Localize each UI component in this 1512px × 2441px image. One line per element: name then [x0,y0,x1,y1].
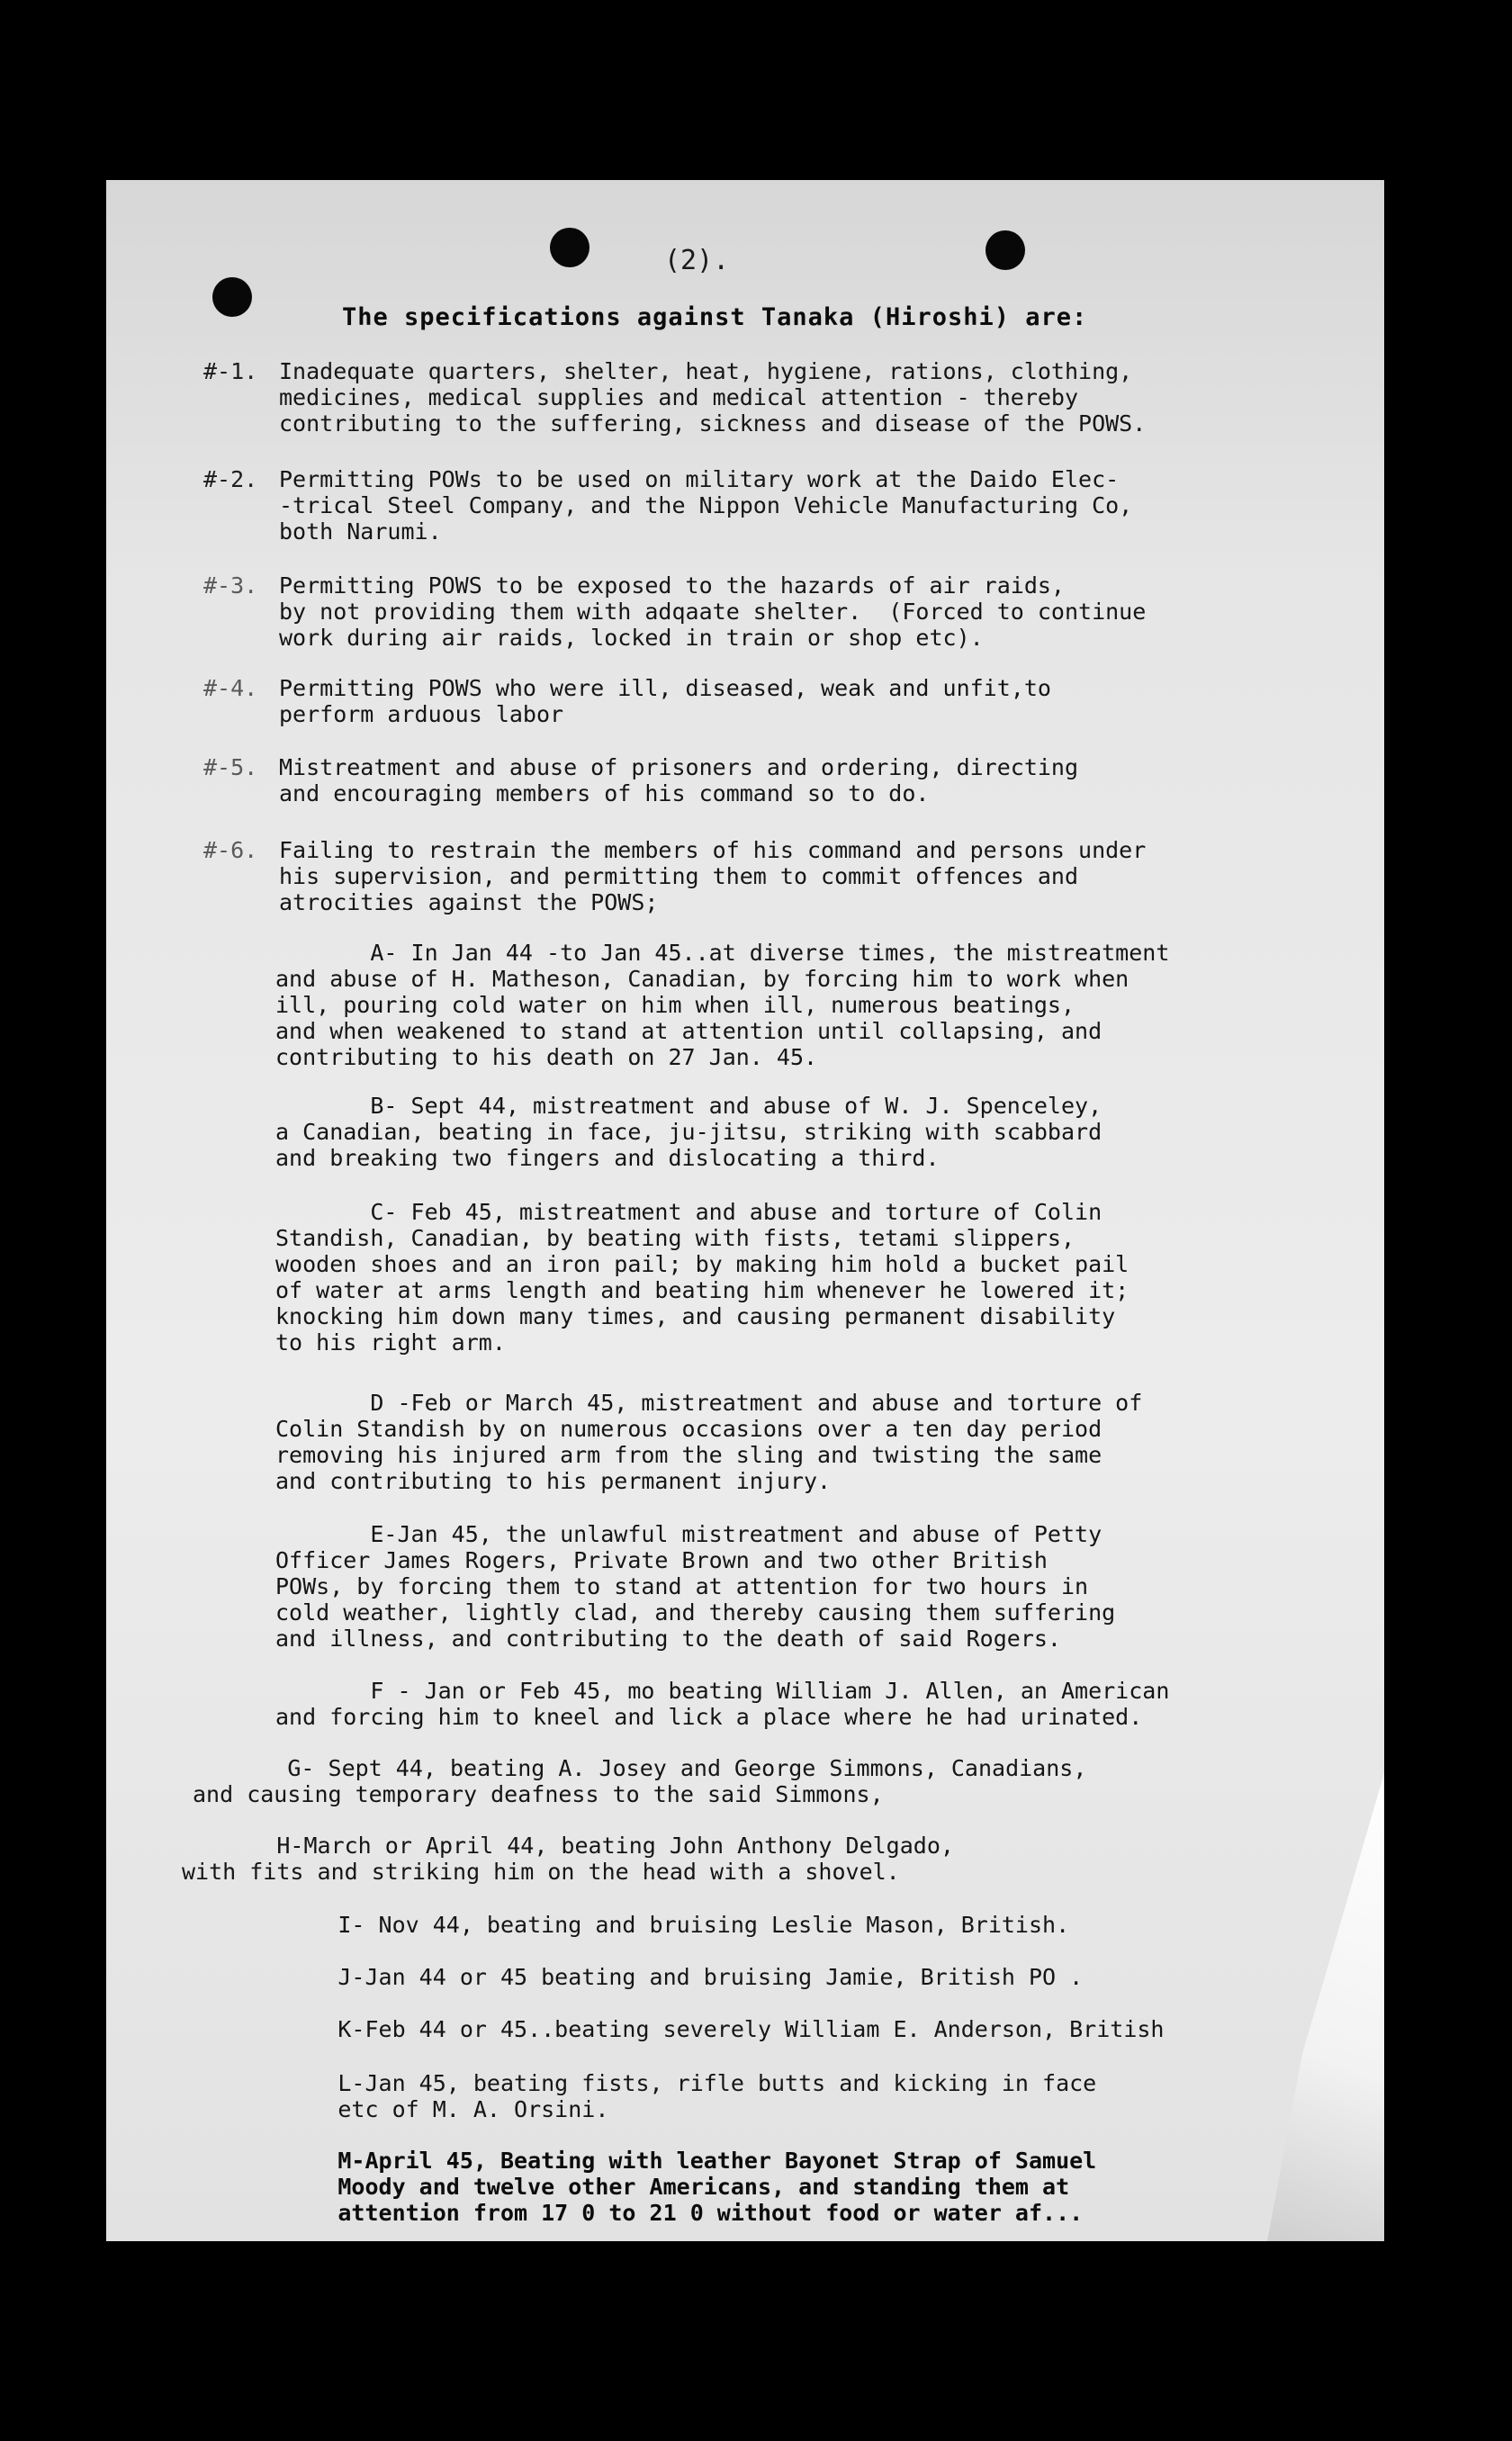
punch-hole [550,228,590,267]
sub-item-j: J-Jan 44 or 45 beating and bruising Jamie, British PO . [243,1964,1084,1990]
page-number: (2). [664,245,730,276]
sub-item-e: E-Jan 45, the unlawful mistreatment and abuse of Petty Officer James Rogers, Private Brown and two other British POWs, by forcing them to stand at attention for two hours in cold weather, lightly clad, and thereby causing them suffering and illness, and contributing to the death of said Rogers. [275,1521,1116,1652]
spec-text: Failing to restrain the members of his command and persons under his supervision, and permitting them to commit offences and atrocities against the POWS; [279,837,1147,915]
sub-item-b: B- Sept 44, mistreatment and abuse of W. J. Spenceley, a Canadian, beating in face, ju-jitsu, striking with scabbard and breaking two fingers and dislocating a third. [275,1093,1102,1171]
sub-item-a: A- In Jan 44 -to Jan 45..at diverse times, the mistreatment and abuse of H. Matheson, Canadian, by forcing him to work when ill, pouring cold water on him when ill, numerous beatings, and when weakened to stand at attention until collapsing, and contributing to his death on 27 Jan. 45. [275,940,1170,1070]
spec-text: Inadequate quarters, shelter, heat, hygiene, rations, clothing, medicines, medical supplies and medical attention - thereby contributing to the suffering, sickness and disease of the POWS. [279,358,1147,437]
sub-item-f: F - Jan or Feb 45, mo beating William J. Allen, an American and forcing him to kneel and lick a place where he had urinated. [275,1678,1170,1730]
sub-item-d: D -Feb or March 45, mistreatment and abuse and torture of Colin Standish by on numerous occasions over a ten day period removing his injured arm from the sling and twisting the same and contributing to his permanent injury. [275,1390,1143,1494]
spec-number: #-5. [203,754,258,780]
page-title: The specifications against Tanaka (Hiroshi) are: [342,303,1088,331]
sub-item-m: M-April 45, Beating with leather Bayonet Strap of Samuel Moody and twelve other Americans, and standing them at attention from 17 0 to 21 0 without food or water af... [338,2148,1097,2226]
spec-text: Mistreatment and abuse of prisoners and ordering, directing and encouraging members of his command so to do. [279,754,1079,806]
spec-text: Permitting POWS who were ill, diseased, weak and unfit,to perform arduous labor [279,675,1051,727]
spec-number: #-3. [203,572,258,599]
sub-item-l: L-Jan 45, beating fists, rifle butts and kicking in face etc of M. A. Orsini. [338,2070,1097,2122]
document-page [106,180,1384,2241]
sub-item-k: K-Feb 44 or 45..beating severely William E. Anderson, British [243,2016,1165,2042]
folded-corner [1267,1773,1384,2241]
spec-text: Permitting POWS to be exposed to the hazards of air raids, by not providing them with adqaate shelter. (Forced to continue work during air raids, locked in train or shop etc). [279,572,1147,651]
punch-hole [986,230,1025,270]
spec-text: Permitting POWs to be used on military work at the Daido Elec- -trical Steel Company, and the Nippon Vehicle Manufacturing Co, both Narumi. [279,466,1133,545]
punch-hole [212,277,252,317]
sub-item-i: I- Nov 44, beating and bruising Leslie Mason, British. [243,1912,1070,1938]
sub-item-g: G- Sept 44, beating A. Josey and George Simmons, Canadians, and causing temporary deafness to the said Simmons, [193,1755,1087,1807]
spec-number: #-6. [203,837,258,863]
spec-number: #-2. [203,466,258,492]
sub-item-c: C- Feb 45, mistreatment and abuse and torture of Colin Standish, Canadian, by beating with fists, tetami slippers, wooden shoes and an iron pail; by making him hold a bucket pail of water at arms length and beating him whenever he lowered it; knocking him down many times, and causing permanent disability to his right arm. [275,1199,1130,1356]
spec-number: #-1. [203,358,258,384]
sub-item-h: H-March or April 44, beating John Anthony Delgado, with fits and striking him on the head with a shovel. [182,1833,954,1885]
spec-number: #-4. [203,675,258,701]
